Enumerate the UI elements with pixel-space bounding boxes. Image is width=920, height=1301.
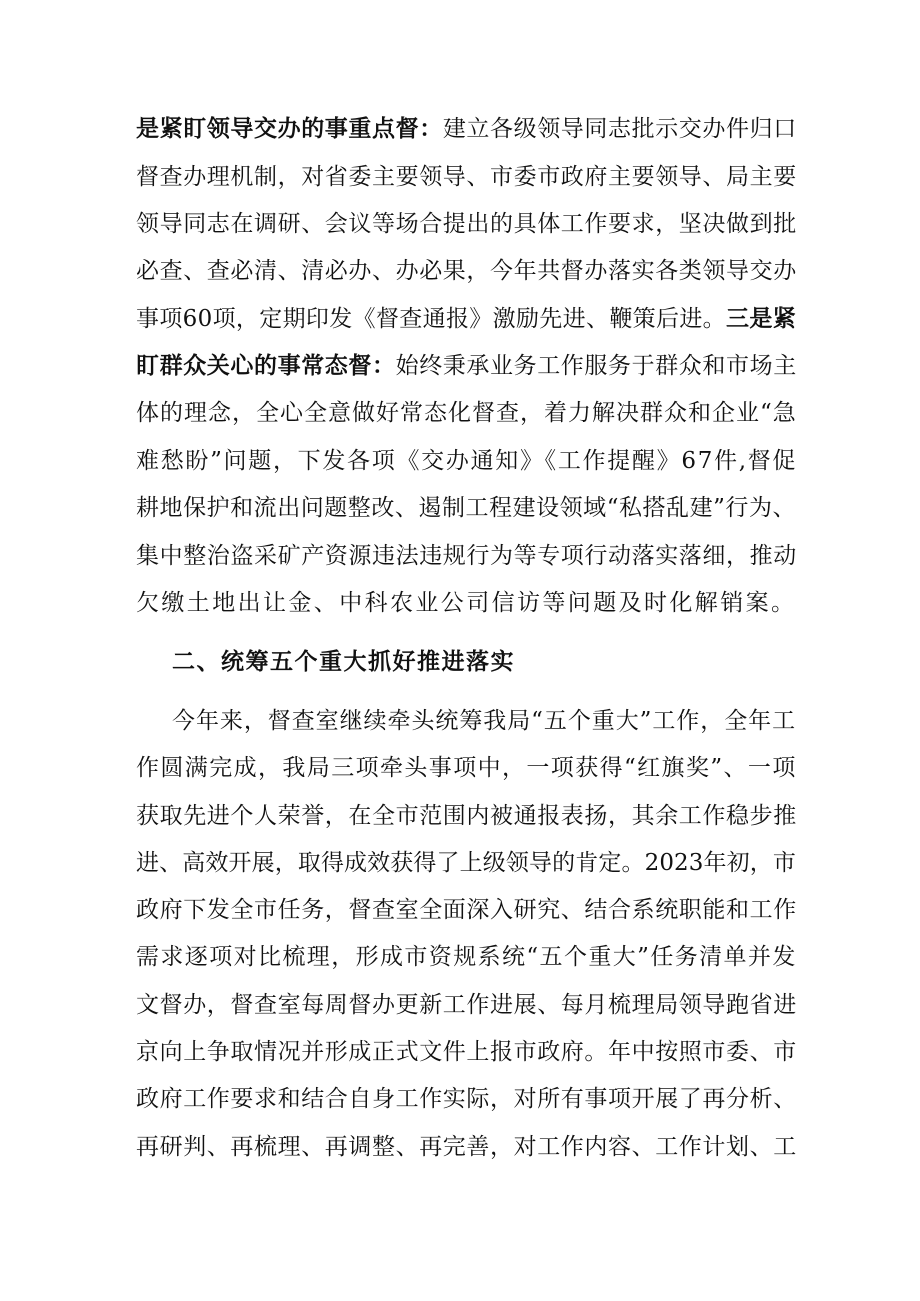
paragraph-line: 必查、查必清、清必办、办必果，今年共督办落实各类领导交办 xyxy=(136,258,797,284)
paragraph-line: 作圆满完成，我局三项牵头事项中，一项获得“红旗奖”、一项 xyxy=(136,755,797,781)
paragraph-line xyxy=(136,296,796,342)
paragraph-line: 文督办，督查室每周督办更新工作进展、每月梳理局领导跑省进 xyxy=(136,992,797,1018)
bold-lead-phrase: 盯群众关心的事常态督： xyxy=(136,352,396,379)
paragraph-text: 始终秉承业务工作服务于群众和市场主 xyxy=(395,353,797,379)
paragraph-line xyxy=(136,343,796,389)
paragraph-line: 难愁盼”问题，下发各项《交办通知》《工作提醒》67件,督促 xyxy=(136,448,798,474)
paragraph-line: 今年来，督查室继续牵头统筹我局“五个重大”工作，全年工 xyxy=(172,708,796,734)
paragraph-line: 集中整治盗采矿产资源违法违规行为等专项行动落实落细，推动 xyxy=(136,543,797,569)
paragraph-line: 政府下发全市任务，督查室全面深入研究、结合系统职能和工作 xyxy=(136,897,797,923)
paragraph-line: 再研判、再梳理、再调整、再完善，对工作内容、工作计划、工 xyxy=(136,1134,797,1160)
bold-lead-phrase: 是紧盯领导交办的事重点督： xyxy=(136,115,443,142)
paragraph-line: 需求逐项对比梳理，形成市资规系统“五个重大”任务清单并发 xyxy=(136,944,797,970)
paragraph-text: 事项60项，定期印发《督查通报》激励先进、鞭策后进。 xyxy=(136,306,727,332)
paragraph-line: 政府工作要求和结合自身工作实际，对所有事项开展了再分析、 xyxy=(136,1086,797,1112)
paragraph-line: 京向上争取情况并形成正式文件上报市政府。年中按照市委、市 xyxy=(136,1039,797,1065)
paragraph-text: 建立各级领导同志批示交办件归口 xyxy=(442,116,797,142)
paragraph-line: 督查办理机制，对省委主要领导、市委市政府主要领导、局主要 xyxy=(136,164,797,190)
paragraph-line: 进、高效开展，取得成效获得了上级领导的肯定。2023年初，市 xyxy=(136,850,796,876)
section-heading: 二、统筹五个重大抓好推进落实 xyxy=(172,649,515,675)
paragraph-line: 领导同志在调研、会议等场合提出的具体工作要求，坚决做到批 xyxy=(136,211,797,237)
paragraph-line xyxy=(136,106,796,152)
paragraph-line: 欠缴土地出让金、中科农业公司信访等问题及时化解销案。 xyxy=(136,590,797,616)
bold-lead-phrase: 三是紧 xyxy=(726,305,796,332)
paragraph-line: 获取先进个人荣誉，在全市范围内被通报表扬，其余工作稳步推 xyxy=(136,803,797,829)
paragraph-line: 耕地保护和流出问题整改、遏制工程建设领域“私搭乱建”行为、 xyxy=(136,495,796,521)
paragraph-line: 体的理念，全心全意做好常态化督查，着力解决群众和企业“急 xyxy=(136,400,797,426)
